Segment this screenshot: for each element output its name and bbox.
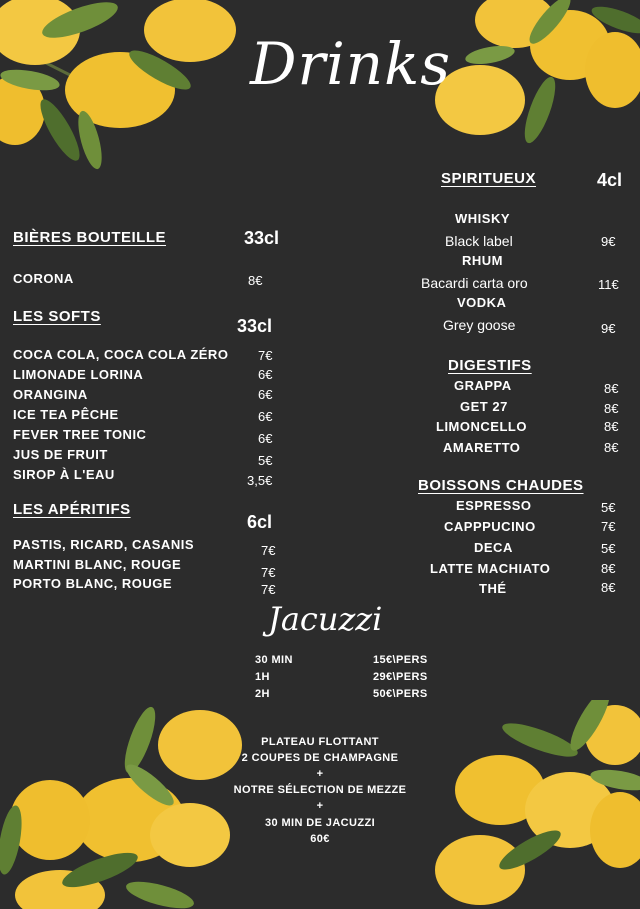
list-item-price: 5€ — [258, 453, 273, 468]
list-item-name: COCA COLA, COCA COLA ZÉRO — [13, 347, 229, 362]
spirit-type: VODKA — [457, 295, 507, 310]
spirit-type: WHISKY — [455, 211, 510, 226]
list-item-name: ESPRESSO — [456, 498, 532, 513]
spirit-name: Grey goose — [443, 317, 516, 333]
section-heading-bieres: BIÈRES BOUTEILLE — [13, 229, 167, 246]
spirit-type: RHUM — [462, 253, 503, 268]
plateau-line: + — [316, 768, 324, 780]
list-item-price: 8€ — [604, 419, 619, 434]
list-item-name: FEVER TREE TONIC — [13, 427, 147, 442]
list-item-name: GRAPPA — [454, 378, 512, 393]
list-item-name: PASTIS, RICARD, CASANIS — [13, 537, 194, 552]
plateau-price: 60€ — [310, 833, 330, 845]
plateau-line: + — [316, 800, 324, 812]
list-item-price: 3,5€ — [247, 473, 273, 488]
lemon-branch-top-right-icon — [430, 0, 640, 160]
list-item-price: 8€ — [601, 580, 616, 595]
list-item-name: GET 27 — [460, 399, 508, 414]
list-item-name: DECA — [474, 540, 513, 555]
list-item-name: CAPPPUCINO — [444, 519, 536, 534]
unit-spiritueux: 4cl — [597, 170, 623, 190]
jacuzzi-price: 29€\PERS — [373, 671, 428, 683]
section-heading-spiritueux: SPIRITUEUX — [441, 170, 537, 187]
jacuzzi-duration: 30 MIN — [255, 654, 293, 666]
spirit-name: Black label — [445, 233, 513, 249]
jacuzzi-title: Jacuzzi — [268, 600, 383, 638]
list-item-price: 8€ — [604, 401, 619, 416]
list-item-name: JUS DE FRUIT — [13, 447, 108, 462]
lemon-branch-bottom-right-icon — [420, 700, 640, 909]
spirit-name: Bacardi carta oro — [421, 275, 528, 291]
list-item-price: 8€ — [248, 273, 263, 288]
list-item-price: 7€ — [261, 543, 276, 558]
list-item-price: 7€ — [601, 519, 616, 534]
list-item-price: 6€ — [258, 387, 273, 402]
list-item-name: THÉ — [479, 581, 507, 596]
list-item-name: LATTE MACHIATO — [430, 561, 551, 576]
list-item-price: 6€ — [258, 409, 273, 424]
plateau-line: 30 MIN DE JACUZZI — [264, 817, 376, 829]
jacuzzi-duration: 2H — [255, 688, 270, 700]
list-item-name: CORONA — [13, 271, 74, 286]
unit-bieres: 33cl — [244, 228, 280, 248]
lemon-branch-bottom-left-icon — [0, 700, 250, 909]
unit-softs: 33cl — [237, 316, 273, 336]
list-item-price: 7€ — [261, 582, 276, 597]
plateau-line: 2 COUPES DE CHAMPAGNE — [241, 752, 399, 764]
list-item-price: 5€ — [601, 500, 616, 515]
list-item-price: 6€ — [258, 431, 273, 446]
page-title: Drinks — [250, 30, 452, 98]
list-item-price: 8€ — [604, 440, 619, 455]
spirit-price: 9€ — [601, 234, 616, 249]
list-item-name: LIMONCELLO — [436, 419, 527, 434]
list-item-name: SIROP À L'EAU — [13, 467, 115, 482]
list-item-price: 6€ — [258, 367, 273, 382]
list-item-price: 7€ — [258, 348, 273, 363]
section-heading-digestifs: DIGESTIFS — [448, 357, 532, 374]
spirit-price: 9€ — [601, 321, 616, 336]
list-item-price: 8€ — [604, 381, 619, 396]
spirit-price: 11€ — [598, 277, 619, 292]
list-item-name: MARTINI BLANC, ROUGE — [13, 557, 182, 572]
list-item-name: PORTO BLANC, ROUGE — [13, 576, 172, 591]
jacuzzi-price: 15€\PERS — [373, 654, 428, 666]
list-item-price: 7€ — [261, 565, 276, 580]
unit-aperitifs: 6cl — [247, 512, 273, 532]
section-heading-boissons-chaudes: BOISSONS CHAUDES — [418, 477, 584, 494]
list-item-name: ORANGINA — [13, 387, 88, 402]
jacuzzi-price: 50€\PERS — [373, 688, 428, 700]
list-item-price: 8€ — [601, 561, 616, 576]
list-item-name: ICE TEA PÊCHE — [13, 407, 119, 422]
lemon-branch-top-left-icon — [0, 0, 240, 170]
section-heading-aperitifs: LES APÉRITIFS — [13, 501, 131, 518]
plateau-line: NOTRE SÉLECTION DE MEZZE — [233, 784, 407, 796]
list-item-name: AMARETTO — [443, 440, 521, 455]
list-item-name: LIMONADE LORINA — [13, 367, 144, 382]
plateau-line: PLATEAU FLOTTANT — [261, 736, 379, 748]
jacuzzi-duration: 1H — [255, 671, 270, 683]
section-heading-softs: LES SOFTS — [13, 308, 101, 325]
list-item-price: 5€ — [601, 541, 616, 556]
